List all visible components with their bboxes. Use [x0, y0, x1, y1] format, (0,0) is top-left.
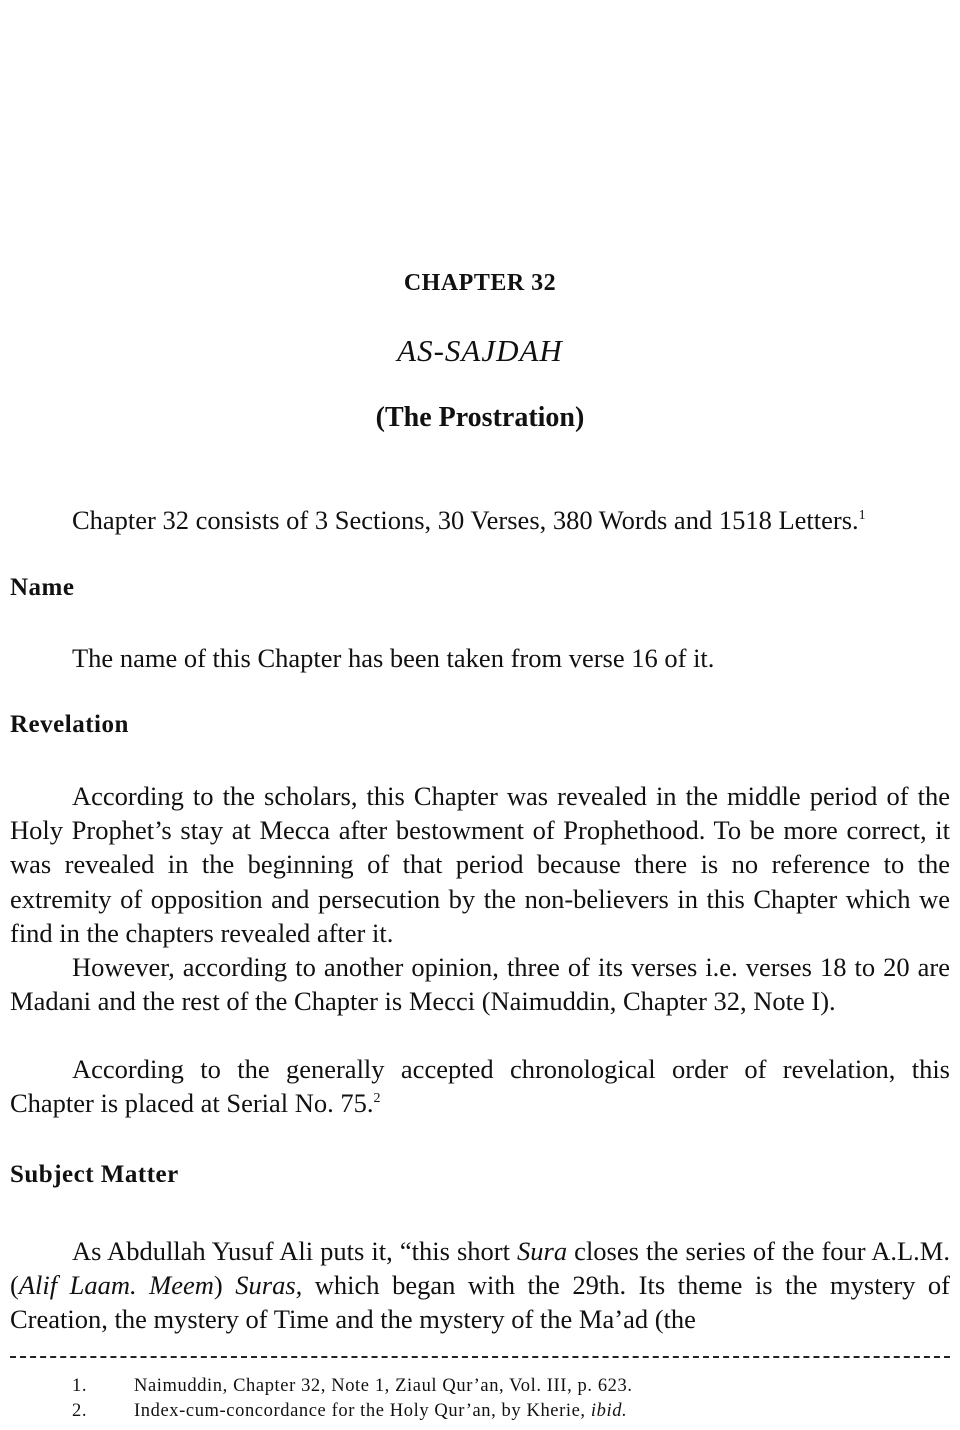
intro-paragraph [10, 503, 950, 537]
name-paragraph: The name of this Chapter has been taken from verse 16 of it. [72, 643, 715, 673]
chapter-title: AS-SAJDAH [397, 333, 563, 368]
heading-revelation: Revelation [10, 711, 129, 738]
subject-italic-suras: Suras, [235, 1270, 303, 1301]
chapter-label: CHAPTER 32 [403, 270, 557, 296]
subject-text-4: which began with the 29th. Its theme is the mystery of Creation, the mystery of Time and the mystery of the Ma’ad (the [10, 1270, 951, 1335]
footnote-1-number: 1. [72, 1376, 88, 1396]
heading-subject-matter: Subject Matter [10, 1161, 179, 1188]
footnote-ref-1: 1 [858, 508, 866, 524]
subject-text-1: As Abdullah Yusuf Ali puts it, “this short [72, 1236, 518, 1266]
chapter-subtitle: (The Prostration) [375, 402, 585, 433]
heading-name: Name [10, 574, 75, 601]
subject-italic-alif-laam-meem: Alif Laam. Meem [18, 1270, 214, 1301]
footnote-2-italic: ibid. [590, 1401, 628, 1421]
revelation-paragraph-1: According to the scholars, this Chapter was revealed in the middle period of the Holy Prophet’s stay at Mecca after bestowment of Prophethood. To be more correct, it was revealed in the beginning of that period because there is no reference to the extremity of opposition and persecution by the non-believers in this Chapter which we find in the chapters revealed after it. [10, 781, 950, 948]
footnote-1-text: Naimuddin, Chapter 32, Note 1, Ziaul Qur’an, Vol. III, p. 623. [134, 1376, 633, 1396]
subject-paragraph [10, 1234, 950, 1337]
subject-italic-sura: Sura [517, 1236, 568, 1266]
footnote-2-number: 2. [72, 1401, 88, 1421]
revelation-paragraph-3 [10, 1052, 950, 1120]
revelation-paragraph-2: However, according to another opinion, three of its verses i.e. verses 18 to 20 are Madani and the rest of the Chapter is Mecci (Naimuddin, Chapter 32, Note I). [10, 952, 950, 1017]
footnote-1 [72, 1376, 633, 1397]
footnote-2-text: Index-cum-concordance for the Holy Qur’an, by Kherie, [134, 1401, 591, 1421]
intro-text: Chapter 32 consists of 3 Sections, 30 Verses, 380 Words and 1518 Letters. [72, 505, 859, 535]
footnote-divider [10, 1356, 950, 1358]
subject-text-3: ) [213, 1270, 236, 1301]
footnote-2 [72, 1401, 627, 1422]
revelation-p3-text: According to the generally accepted chronological order of revelation, this Chapter is placed at Serial No. 75. [10, 1054, 950, 1119]
subject-text-2: closes the series of the four A.L.M. ( [10, 1236, 950, 1301]
footnote-ref-2: 2 [373, 1091, 381, 1107]
